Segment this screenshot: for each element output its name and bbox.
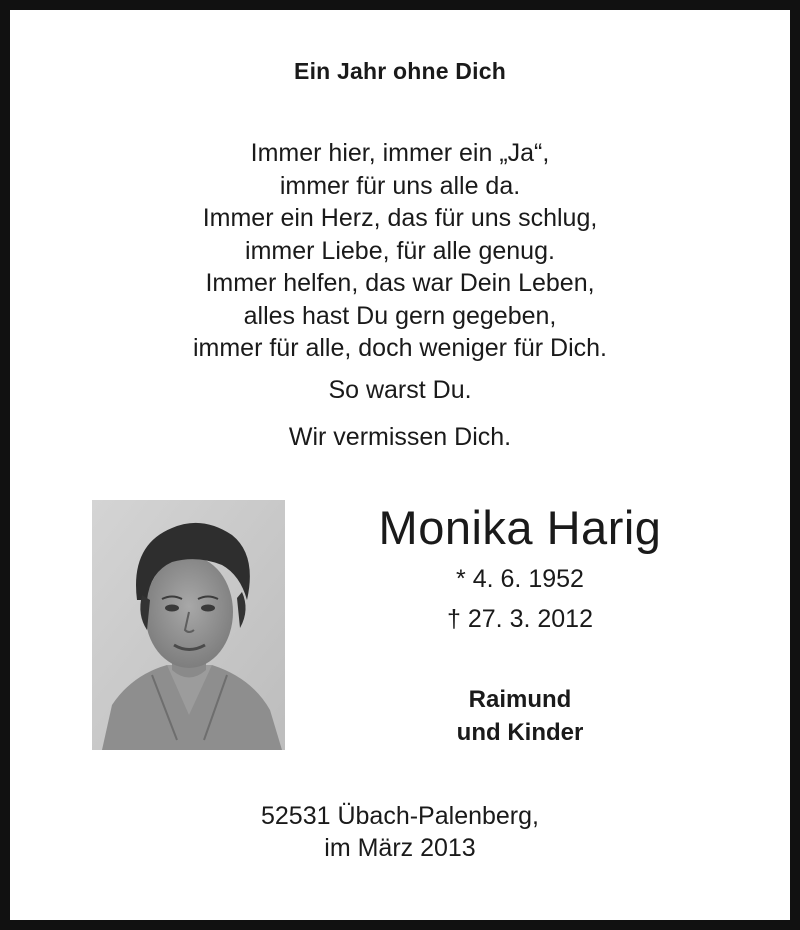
portrait-photo [92,500,285,750]
poem-line: Immer helfen, das war Dein Leben, [205,269,595,297]
poem-line: Immer ein Herz, das für uns schlug, [202,204,598,232]
closing-line: Wir vermissen Dich. [288,423,512,451]
poem-line: immer für uns alle da. [279,171,521,200]
death-date: † 27. 3. 2012 [447,605,593,633]
birth-date: * 4. 6. 1952 [456,565,584,593]
notice-heading: Ein Jahr ohne Dich [294,58,506,84]
place-and-date [0,800,800,864]
poem [0,137,800,365]
date-line: im März 2013 [324,834,476,862]
closing-line: So warst Du. [328,376,472,404]
poem-line: Immer hier, immer ein „Ja“, [250,139,550,167]
poem-line: immer Liebe, für alle genug. [245,236,555,265]
family-line: und Kinder [456,719,584,746]
family-line: Raimund [468,686,572,713]
poem-line: alles hast Du gern gegeben, [243,301,557,330]
poem-line: immer für alle, doch weniger für Dich. [192,334,608,362]
family-signature [300,683,740,749]
deceased-name: Monika Harig [378,501,662,554]
place-line: 52531 Übach-Palenberg, [261,802,539,830]
